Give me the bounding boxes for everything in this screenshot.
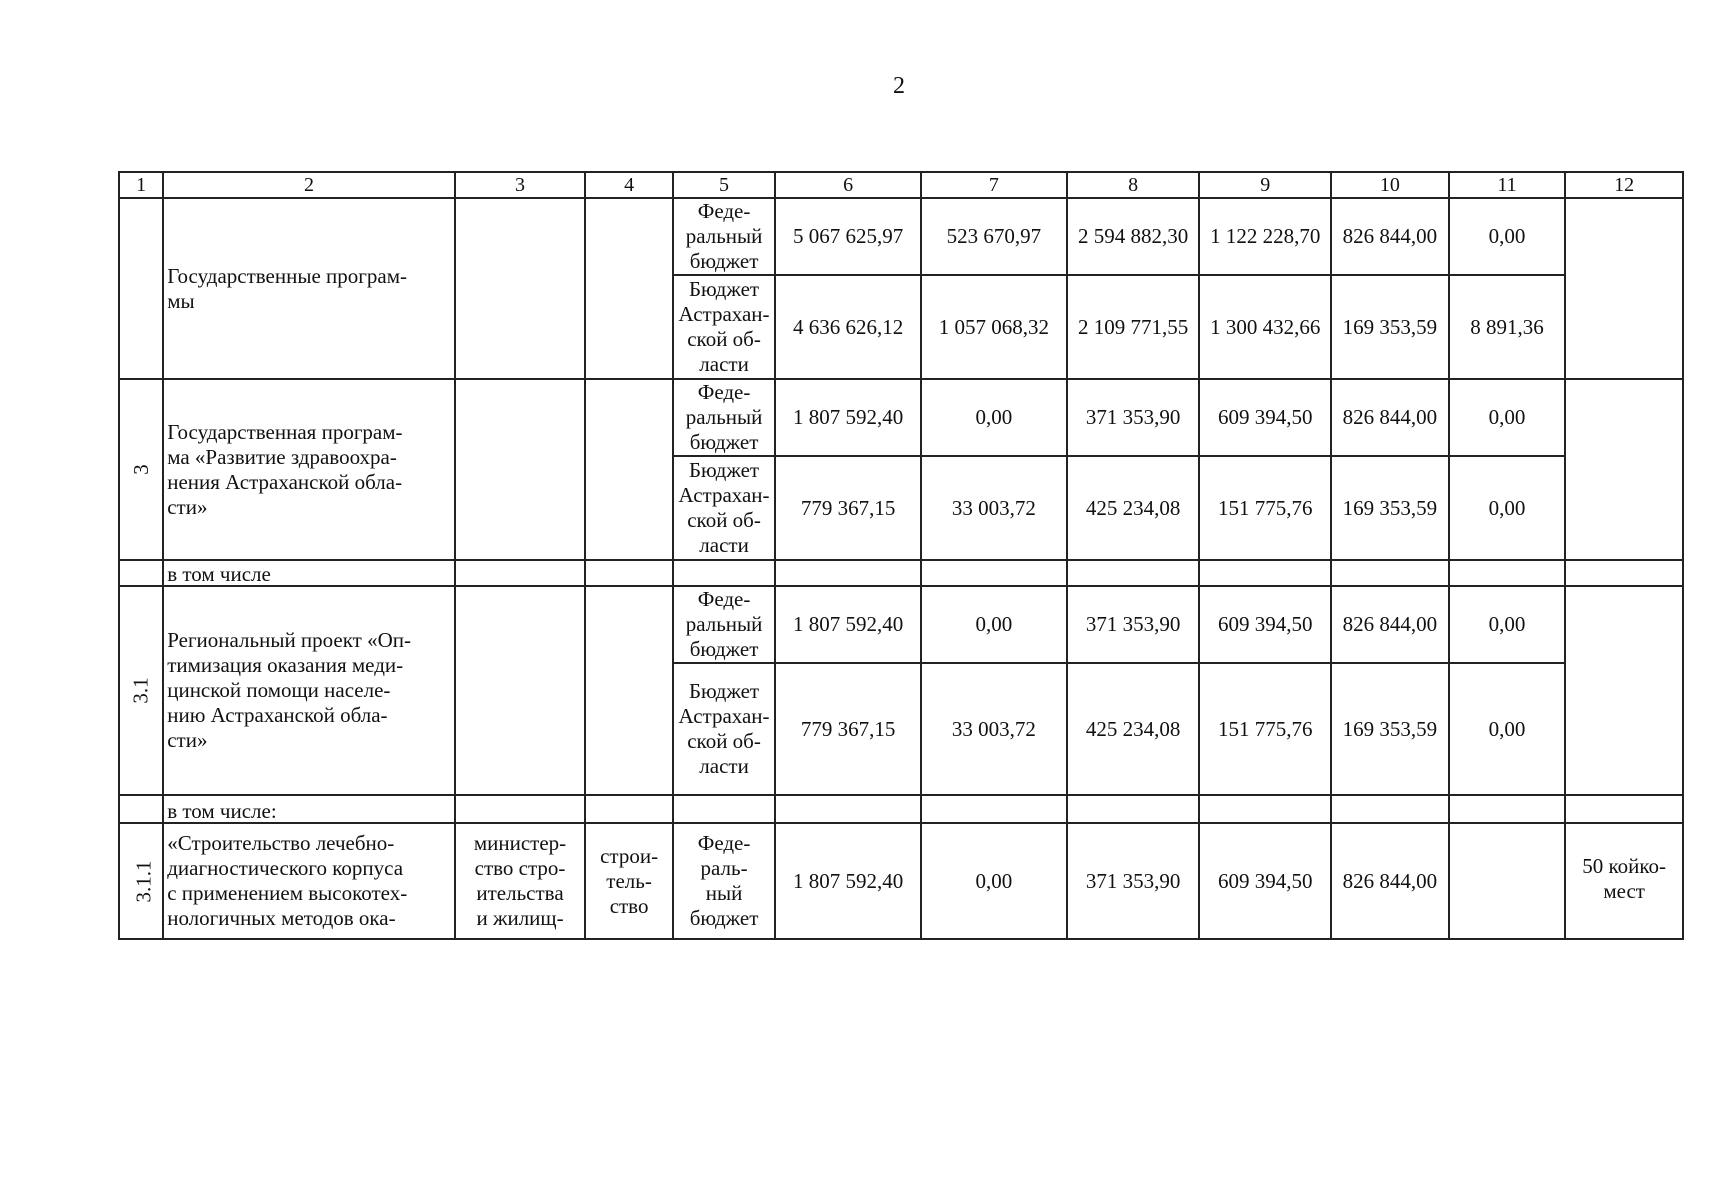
executor-cell xyxy=(455,586,586,795)
column-number: 8 xyxy=(1067,172,1200,198)
including-row xyxy=(119,795,1683,823)
amount-total: 1 807 592,40 xyxy=(775,586,921,663)
funding-source-cell xyxy=(673,586,776,663)
amount-year: 0,00 xyxy=(1449,198,1566,275)
program-name: Региональный проект «Оп- тимизация оказания меди- цинской помощи населе- нию Астраханской обла- сти» xyxy=(167,628,411,752)
amount-year: 169 353,59 xyxy=(1331,275,1449,379)
program-name-cell xyxy=(163,823,454,939)
table-row xyxy=(119,823,1683,939)
empty-cell xyxy=(1449,795,1566,823)
empty-cell xyxy=(455,795,586,823)
amount-year xyxy=(1449,823,1566,939)
funding-source: Феде- ральный бюджет xyxy=(685,380,763,454)
empty-cell xyxy=(1331,795,1449,823)
type-cell xyxy=(585,198,672,379)
empty-cell xyxy=(673,560,776,586)
column-number: 1 xyxy=(119,172,163,198)
empty-cell xyxy=(1565,560,1683,586)
column-number: 2 xyxy=(163,172,454,198)
row-number: 3 xyxy=(128,464,153,475)
including-label: в том числе: xyxy=(163,795,454,823)
amount-year: 2 594 882,30 xyxy=(1067,198,1200,275)
row-number: 3.1.1 xyxy=(131,860,156,902)
program-name-cell xyxy=(163,379,454,560)
funding-source-cell xyxy=(673,379,776,456)
table-row xyxy=(119,198,1683,275)
type-cell xyxy=(585,586,672,795)
program-name: Государственная програм- ма «Развитие здравоохра- нения Астраханской обла- сти» xyxy=(167,419,403,519)
amount-year: 1 300 432,66 xyxy=(1199,275,1331,379)
amount-year: 371 353,90 xyxy=(1067,823,1200,939)
program-name-cell xyxy=(163,586,454,795)
amount-year: 826 844,00 xyxy=(1331,823,1449,939)
amount-year: 1 057 068,32 xyxy=(921,275,1067,379)
amount-year: 8 891,36 xyxy=(1449,275,1566,379)
empty-cell xyxy=(775,560,921,586)
funding-source-cell xyxy=(673,823,776,939)
amount-year: 0,00 xyxy=(1449,586,1566,663)
funding-source-cell xyxy=(673,456,776,560)
funding-source: Бюджет Астрахан- ской об- ласти xyxy=(678,458,770,557)
funding-source-cell xyxy=(673,663,776,795)
empty-cell xyxy=(585,795,672,823)
empty-cell xyxy=(1199,795,1331,823)
empty-cell xyxy=(455,560,586,586)
amount-year: 169 353,59 xyxy=(1331,663,1449,795)
column-number-row xyxy=(119,172,1683,198)
empty-cell xyxy=(673,795,776,823)
amount-year: 0,00 xyxy=(1449,379,1566,456)
empty-cell xyxy=(1565,795,1683,823)
amount-year: 0,00 xyxy=(1449,663,1566,795)
work-type: строи- тель- ство xyxy=(600,843,659,918)
row-number-cell xyxy=(119,823,163,939)
amount-year: 425 234,08 xyxy=(1067,456,1200,560)
empty-cell xyxy=(1331,560,1449,586)
page-number: 2 xyxy=(893,73,905,99)
empty-cell xyxy=(585,560,672,586)
amount-year: 826 844,00 xyxy=(1331,586,1449,663)
executor-cell xyxy=(455,379,586,560)
amount-year: 0,00 xyxy=(921,823,1067,939)
result-cell xyxy=(1565,198,1683,379)
amount-total: 1 807 592,40 xyxy=(775,379,921,456)
result-cell xyxy=(1565,586,1683,795)
program-name: «Строительство лечебно- диагностического корпуса с применением высокотех- нологичных методов ока- xyxy=(167,831,408,930)
including-label: в том числе xyxy=(163,560,454,586)
funding-source: Феде- ральный бюджет xyxy=(685,199,763,273)
empty-cell xyxy=(1199,560,1331,586)
executor-cell xyxy=(455,198,586,379)
amount-year: 33 003,72 xyxy=(921,663,1067,795)
empty-cell xyxy=(1449,560,1566,586)
row-number-cell xyxy=(119,198,163,379)
funding-source: Бюджет Астрахан- ской об- ласти xyxy=(678,277,770,376)
funding-source-cell xyxy=(673,275,776,379)
type-cell xyxy=(585,379,672,560)
amount-year: 609 394,50 xyxy=(1199,379,1331,456)
column-number: 11 xyxy=(1449,172,1566,198)
empty-cell xyxy=(119,795,163,823)
empty-cell xyxy=(921,560,1067,586)
column-number: 10 xyxy=(1331,172,1449,198)
amount-year: 523 670,97 xyxy=(921,198,1067,275)
amount-year: 2 109 771,55 xyxy=(1067,275,1200,379)
column-number: 7 xyxy=(921,172,1067,198)
column-number: 9 xyxy=(1199,172,1331,198)
empty-cell xyxy=(775,795,921,823)
amount-year: 425 234,08 xyxy=(1067,663,1200,795)
amount-year: 826 844,00 xyxy=(1331,379,1449,456)
program-name-cell xyxy=(163,198,454,379)
empty-cell xyxy=(1067,795,1200,823)
amount-total: 779 367,15 xyxy=(775,456,921,560)
amount-year: 151 775,76 xyxy=(1199,663,1331,795)
amount-year: 371 353,90 xyxy=(1067,586,1200,663)
amount-total: 4 636 626,12 xyxy=(775,275,921,379)
amount-year: 371 353,90 xyxy=(1067,379,1200,456)
including-row xyxy=(119,560,1683,586)
row-number-cell xyxy=(119,379,163,560)
funding-source-cell xyxy=(673,198,776,275)
result-cell xyxy=(1565,823,1683,939)
amount-year: 0,00 xyxy=(921,586,1067,663)
amount-year: 826 844,00 xyxy=(1331,198,1449,275)
amount-total: 779 367,15 xyxy=(775,663,921,795)
type-cell xyxy=(585,823,672,939)
executor-cell xyxy=(455,823,586,939)
amount-total: 1 807 592,40 xyxy=(775,823,921,939)
row-number-cell xyxy=(119,586,163,795)
empty-cell xyxy=(921,795,1067,823)
amount-year: 33 003,72 xyxy=(921,456,1067,560)
amount-year: 609 394,50 xyxy=(1199,823,1331,939)
budget-table xyxy=(118,171,1684,940)
column-number: 6 xyxy=(775,172,921,198)
amount-year: 0,00 xyxy=(1449,456,1566,560)
amount-year: 1 122 228,70 xyxy=(1199,198,1331,275)
result-cell xyxy=(1565,379,1683,560)
amount-year: 609 394,50 xyxy=(1199,586,1331,663)
funding-source: Феде- ральный бюджет xyxy=(685,587,763,661)
table-row xyxy=(119,586,1683,663)
table-row xyxy=(119,379,1683,456)
column-number: 3 xyxy=(455,172,586,198)
executor: министер- ство стро- ительства и жилищ- xyxy=(473,831,567,930)
amount-total: 5 067 625,97 xyxy=(775,198,921,275)
funding-source: Бюджет Астрахан- ской об- ласти xyxy=(678,679,770,778)
column-number: 4 xyxy=(585,172,672,198)
result: 50 койко- мест xyxy=(1582,854,1667,903)
column-number: 12 xyxy=(1565,172,1683,198)
empty-cell xyxy=(119,560,163,586)
program-name: Государственные програм- мы xyxy=(167,263,407,313)
column-number: 5 xyxy=(673,172,776,198)
row-number: 3.1 xyxy=(128,677,153,704)
amount-year: 151 775,76 xyxy=(1199,456,1331,560)
funding-source: Феде- раль- ный бюджет xyxy=(689,831,759,930)
empty-cell xyxy=(1067,560,1200,586)
amount-year: 169 353,59 xyxy=(1331,456,1449,560)
amount-year: 0,00 xyxy=(921,379,1067,456)
